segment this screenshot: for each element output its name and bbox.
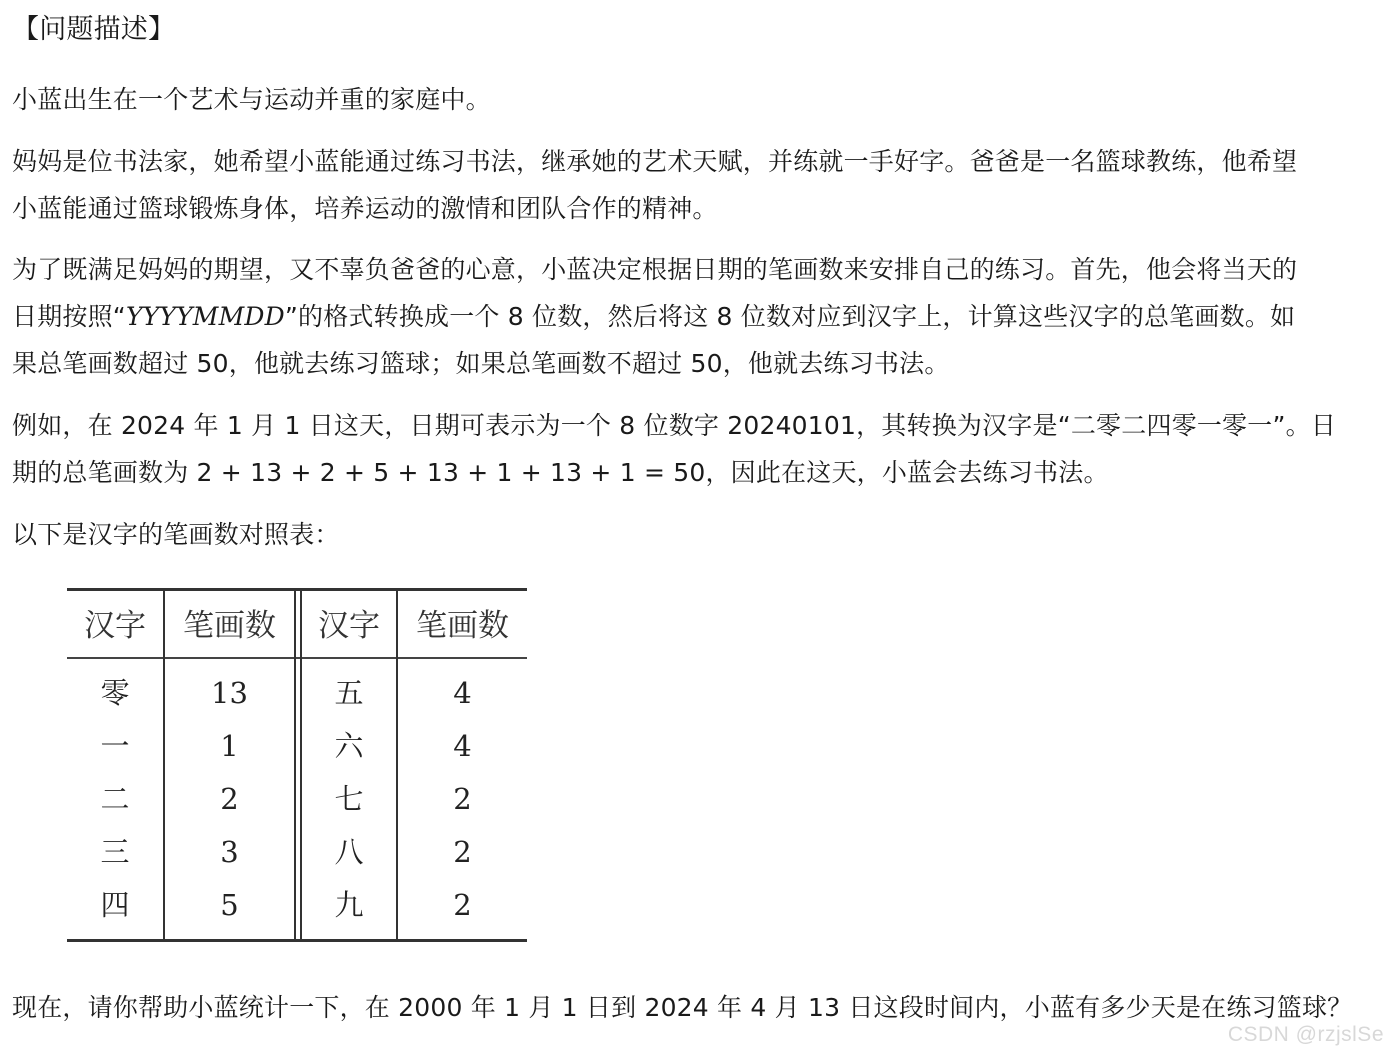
paragraph-table-intro: 以下是汉字的笔画数对照表： (12, 520, 340, 549)
table-cell: 六 (334, 729, 364, 763)
table-cell: 13 (211, 676, 248, 710)
table-header-strokes-1: 笔画数 (183, 608, 276, 644)
table-cell: 二 (100, 782, 130, 816)
table-cell: 三 (100, 835, 130, 869)
table-cell: 零 (100, 676, 130, 710)
question-paragraph: 现在，请你帮助小蓝统计一下，在 2000 年 1 月 1 日到 2024 年 4 月 13 日这段时间内，小蓝有多少天是在练习篮球？ (12, 993, 1353, 1022)
table-cell: 2 (453, 835, 472, 869)
paragraph-example-line-2: 期的总笔画数为 2 + 13 + 2 + 5 + 13 + 1 + 13 + 1 = 50，因此在这天，小蓝会去练习书法。 (12, 458, 1109, 487)
table-cell: 5 (220, 888, 239, 922)
table-cell: 4 (453, 676, 472, 710)
table-cell: 2 (220, 782, 239, 816)
paragraph-parents-line-2: 小蓝能通过篮球锻炼身体，培养运动的激情和团队合作的精神。 (12, 194, 718, 223)
table-cell: 四 (100, 888, 130, 922)
paragraph-parents-line-1: 妈妈是位书法家，她希望小蓝能通过练习书法，继承她的艺术天赋，并练就一手好字。爸爸是一名篮球教练，他希望 (12, 147, 1298, 176)
table-cell: 2 (453, 782, 472, 816)
date-format: YYYYMMDD (125, 302, 285, 331)
paragraph-intro: 小蓝出生在一个艺术与运动并重的家庭中。 (12, 85, 491, 114)
column-divider-double-a (294, 591, 296, 939)
table-cell: 八 (334, 835, 364, 869)
paragraph-rule-line-1: 为了既满足妈妈的期望，又不辜负爸爸的心意，小蓝决定根据日期的笔画数来安排自己的练习。首先，他会将当天的 (12, 255, 1298, 284)
table-cell: 九 (334, 888, 364, 922)
table-cell: 一 (100, 729, 130, 763)
problem-heading: 【问题描述】 (12, 14, 176, 45)
rule-line-2-prefix: 日期按照“ (12, 302, 126, 331)
paragraph-example-line-1: 例如，在 2024 年 1 月 1 日这天，日期可表示为一个 8 位数字 20240101，其转换为汉字是“二零二四零一零一”。日 (12, 411, 1337, 440)
stroke-count-table (67, 588, 527, 942)
table-header-char-2: 汉字 (318, 608, 380, 644)
paragraph-rule-line-2 (12, 293, 1378, 340)
table-header-strokes-2: 笔画数 (416, 608, 509, 644)
table-cell: 七 (334, 782, 364, 816)
table-header-char-1: 汉字 (84, 608, 146, 644)
rule-line-2-suffix: ”的格式转换成一个 8 位数，然后将这 8 位数对应到汉字上，计算这些汉字的总笔画数。如 (284, 302, 1296, 331)
table-cell: 4 (453, 729, 472, 763)
table-cell: 五 (334, 676, 364, 710)
table-cell: 3 (220, 835, 239, 869)
watermark: CSDN @rzjslSe (1227, 1023, 1384, 1046)
table-cell: 2 (453, 888, 472, 922)
paragraph-rule-line-3: 果总笔画数超过 50，他就去练习篮球；如果总笔画数不超过 50，他就去练习书法。 (12, 349, 950, 378)
table-cell: 1 (220, 729, 239, 763)
